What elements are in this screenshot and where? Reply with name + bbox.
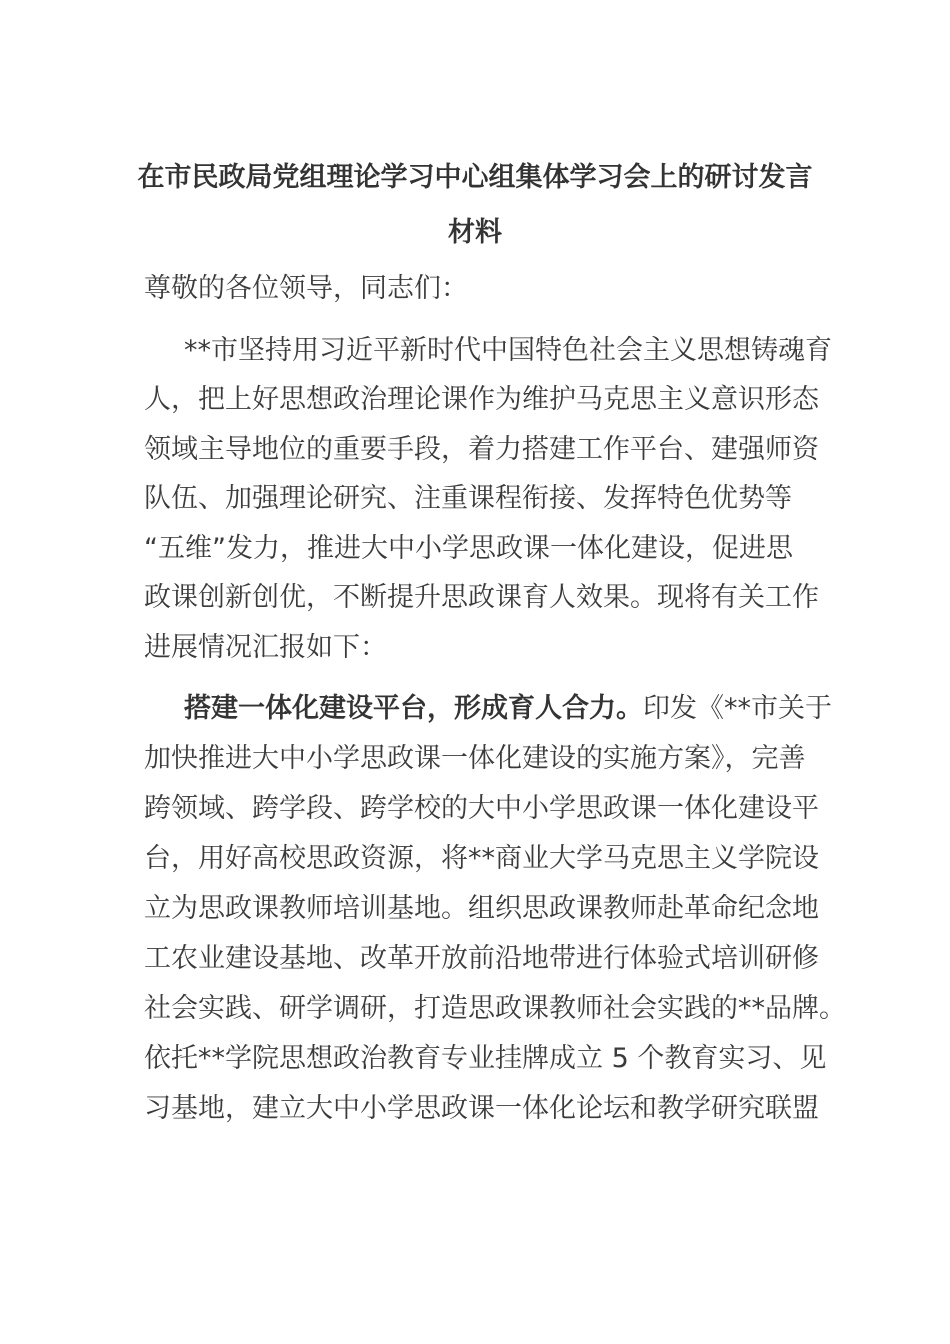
paragraph-2-line: 社会实践、研学调研，打造思政课教师社会实践的**品牌。 [144,993,846,1024]
paragraph-2-line: 加快推进大中小学思政课一体化建设的实施方案》，完善 [144,743,806,774]
paragraph-1-line: 队伍、加强理论研究、注重课程衔接、发挥特色优势等 [144,483,792,514]
paragraph-1-line: 进展情况汇报如下： [144,632,387,663]
paragraph-2-line: 工农业建设基地、改革开放前沿地带进行体验式培训研修 [144,943,819,974]
paragraph-2-first-line [184,693,832,725]
paragraph-2-line: 立为思政课教师培训基地。组织思政课教师赴革命纪念地 [144,893,819,924]
paragraph-2-line: 依托**学院思想政治教育专业挂牌成立 5 个教育实习、见 [144,1043,827,1074]
paragraph-1-line: 人，把上好思想政治理论课作为维护马克思主义意识形态 [144,384,819,415]
paragraph-1-line: 领域主导地位的重要手段，着力搭建工作平台、建强师资 [144,434,819,465]
paragraph-2-lead-heading: 搭建一体化建设平台，形成育人合力。 [184,693,643,724]
paragraph-2-lead-text: 印发《**市关于 [643,693,832,724]
salutation: 尊敬的各位领导，同志们： [144,273,468,304]
paragraph-2-line: 跨领域、跨学段、跨学校的大中小学思政课一体化建设平 [144,793,819,824]
paragraph-1-line: **市坚持用习近平新时代中国特色社会主义思想铸魂育 [184,335,832,366]
paragraph-1-line: 政课创新创优，不断提升思政课育人效果。现将有关工作 [144,582,819,613]
document-title-line-1: 在市民政局党组理论学习中心组集体学习会上的研讨发言 [137,162,813,193]
paragraph-1-line: “五维”发力，推进大中小学思政课一体化建设，促进思 [144,533,793,564]
paragraph-2-line: 习基地，建立大中小学思政课一体化论坛和教学研究联盟 [144,1093,819,1124]
paragraph-2-line: 台，用好高校思政资源，将**商业大学马克思主义学院设 [144,843,819,874]
document-title-line-2: 材料 [448,217,502,248]
